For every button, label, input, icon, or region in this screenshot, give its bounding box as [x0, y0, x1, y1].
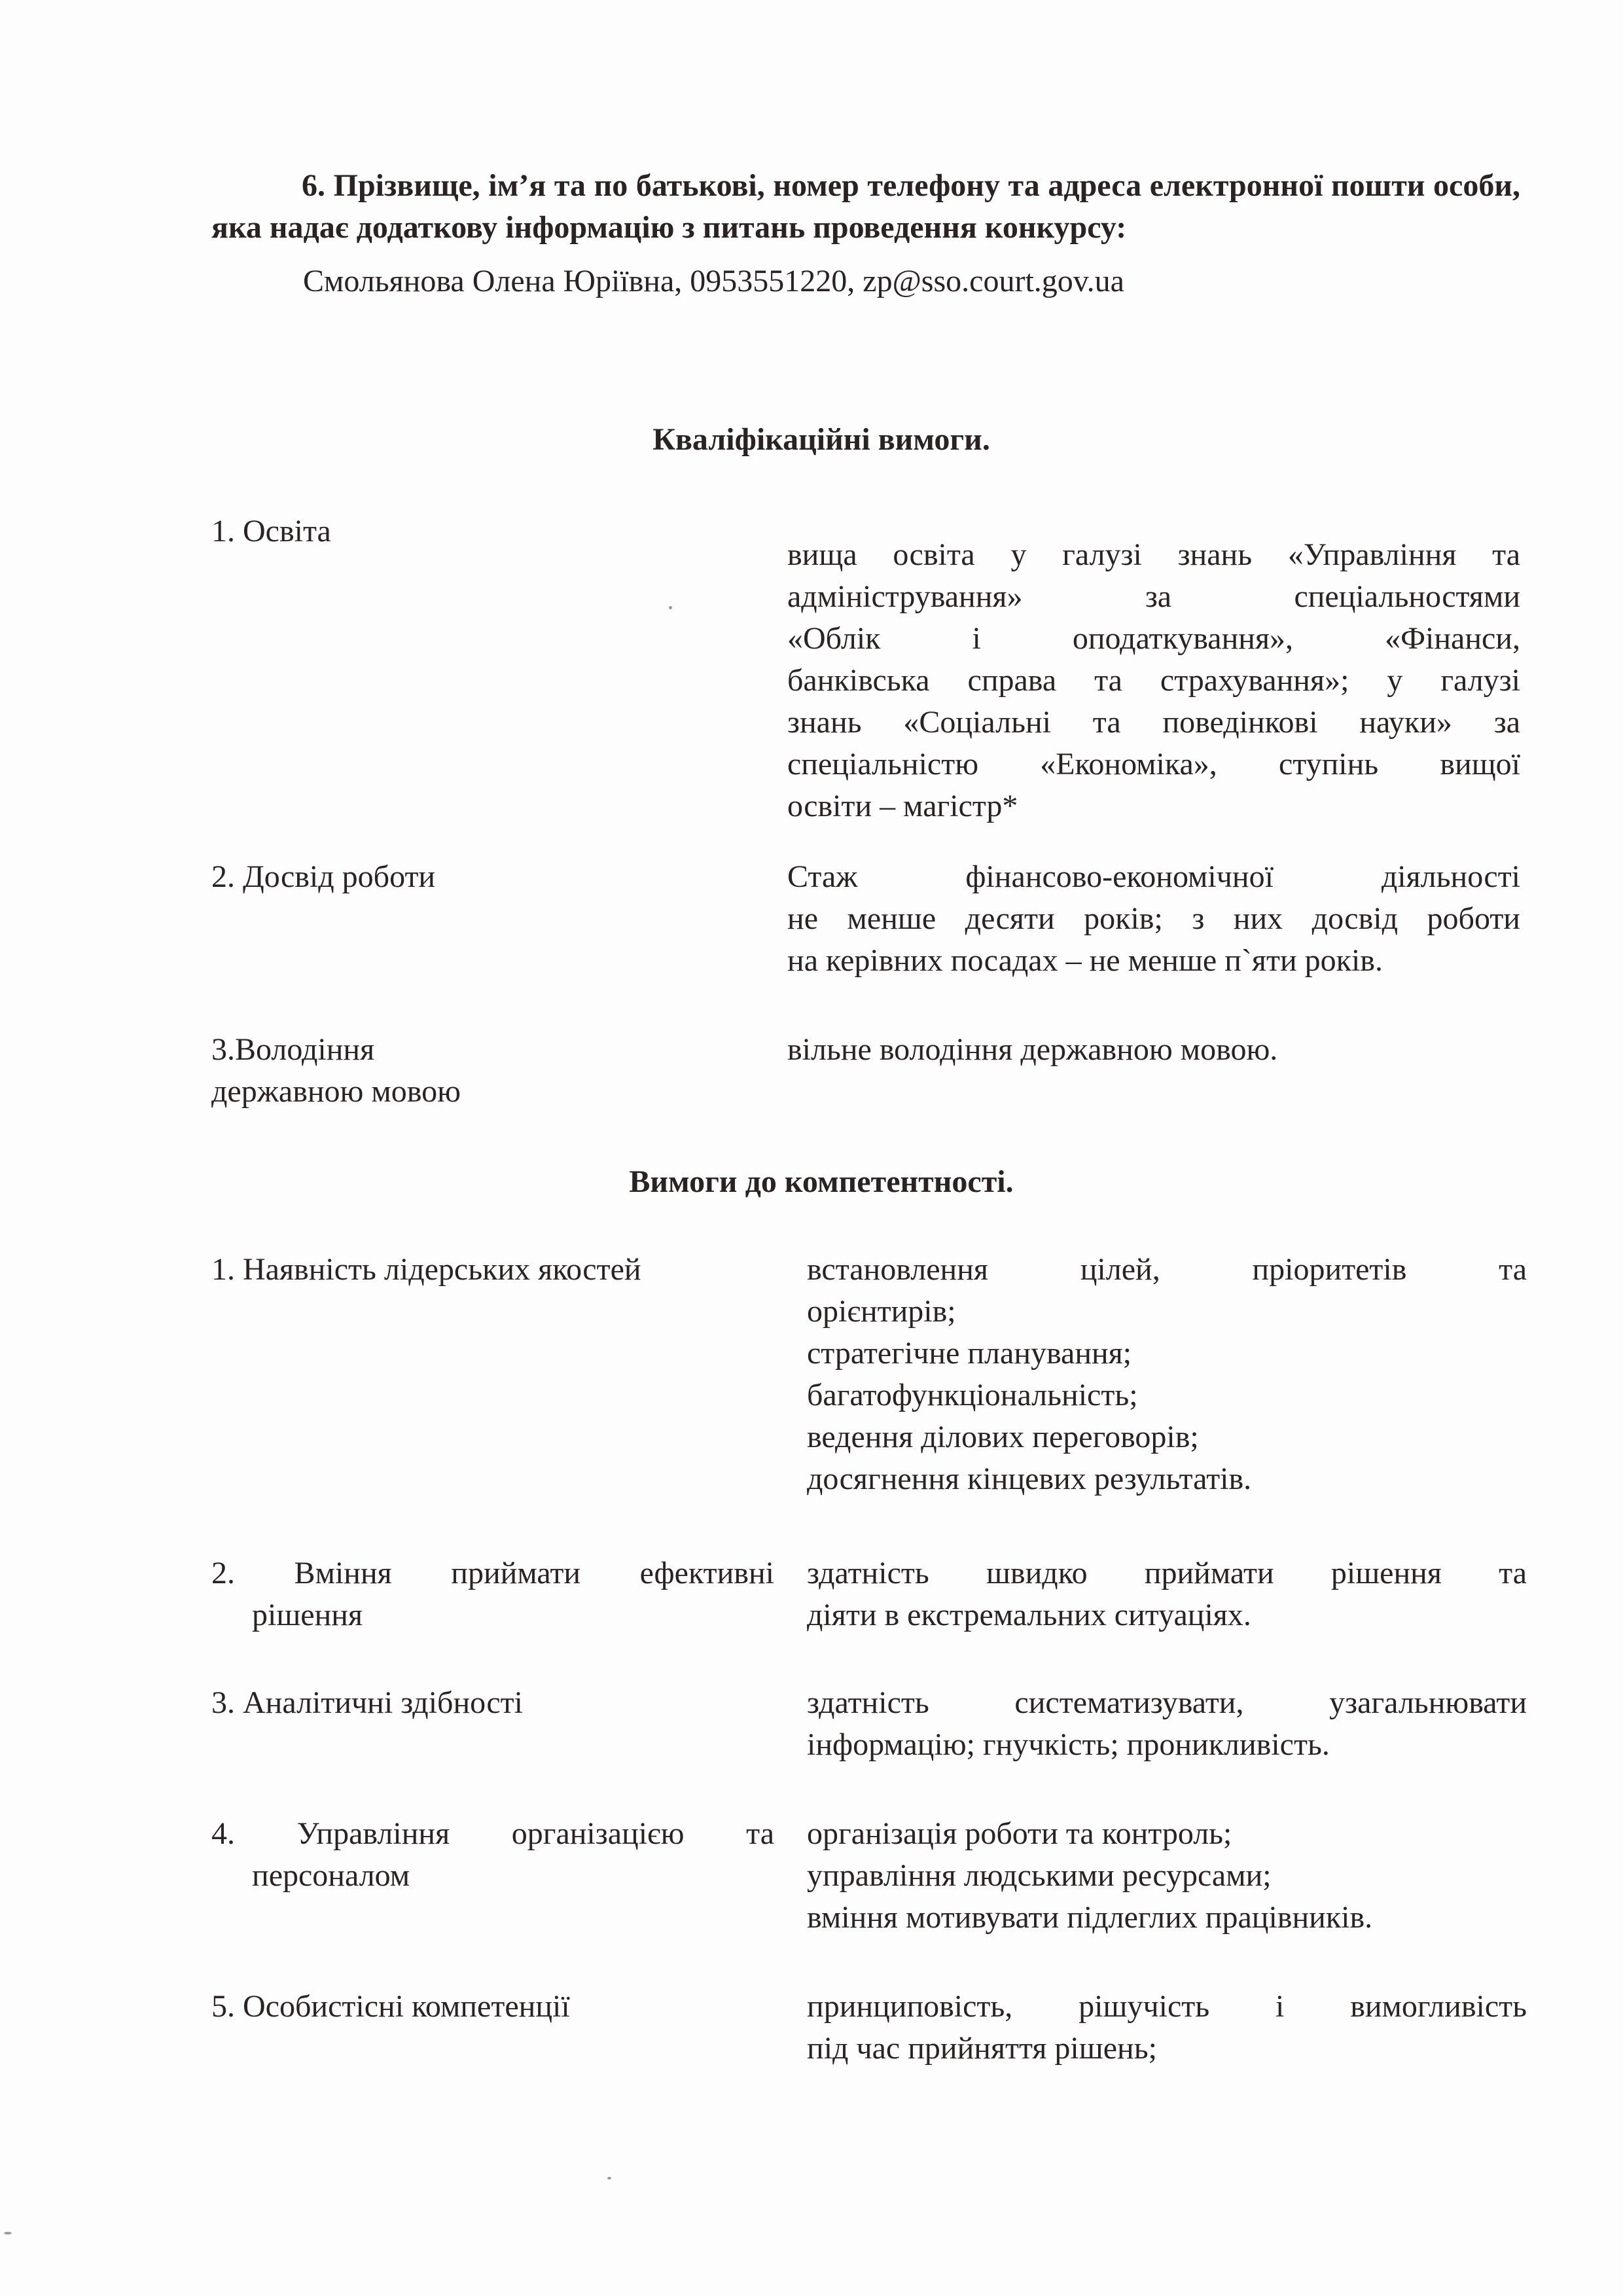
value-line: не менше десяти років; з них досвід роботи — [787, 901, 1520, 936]
competence-value — [807, 1986, 1527, 2070]
scan-speck — [607, 2177, 611, 2179]
value-line: на керівних посадах – не менше п`яти років. — [787, 943, 1383, 978]
value-line: освіти – магістр* — [787, 789, 1018, 823]
scan-speck — [4, 2232, 12, 2234]
value-line: здатність швидко приймати рішення та — [807, 1556, 1527, 1590]
competence-value — [807, 1682, 1527, 1766]
value-line: вміння мотивувати підлеглих працівників. — [807, 1900, 1373, 1935]
qualification-label — [211, 1029, 774, 1113]
value-line: адміністрування» за спеціальностями — [787, 579, 1520, 614]
contact-section — [211, 165, 1520, 302]
label-line: 1. Наявність лідерських якостей — [211, 1252, 641, 1287]
value-line: «Облік і оподаткування», «Фінанси, — [787, 621, 1520, 656]
competence-label — [211, 1682, 774, 1724]
value-line: Стаж фінансово-економічної діяльності — [787, 859, 1520, 894]
value-line: принциповість, рішучість і вимогливість — [807, 1989, 1527, 2024]
value-line: багатофункціональність; — [807, 1378, 1138, 1412]
value-line: діяти в екстремальних ситуаціях. — [807, 1598, 1251, 1632]
competence-title: Вимоги до компетентності. — [629, 1164, 1014, 1199]
value-line: здатність систематизувати, узагальнювати — [807, 1685, 1527, 1720]
label-line: 5. Особистісні компетенції — [211, 1989, 570, 2024]
competence-value — [807, 1813, 1527, 1939]
value-line: управління людськими ресурсами; — [807, 1858, 1272, 1893]
label-line: персоналом — [252, 1858, 410, 1893]
qualification-label: 2. Досвід роботи — [211, 859, 436, 894]
competence-label — [211, 1813, 774, 1897]
label-line: 3. Аналітичні здібності — [211, 1685, 523, 1720]
value-line: встановлення цілей, пріоритетів та — [807, 1252, 1527, 1287]
value-line: банківська справа та страхування»; у галузі — [787, 663, 1520, 698]
label-line: 4. Управління організацією та — [211, 1816, 774, 1851]
competence-label — [211, 1986, 774, 2028]
qualification-value — [787, 534, 1520, 827]
value-line: досягнення кінцевих результатів. — [807, 1462, 1252, 1496]
label-line: 2. Вміння приймати ефективні — [211, 1556, 774, 1590]
label-line: рішення — [252, 1598, 363, 1632]
value-line: організація роботи та контроль; — [807, 1816, 1232, 1851]
label-line: 3.Володіння — [211, 1032, 375, 1067]
qualification-title: Кваліфікаційні вимоги. — [652, 422, 990, 457]
competence-value — [807, 1552, 1527, 1636]
scan-speck — [669, 606, 672, 609]
value-line: стратегічне планування; — [807, 1336, 1132, 1371]
value-line: вища освіта у галузі знань «Управління та — [787, 537, 1520, 572]
value-line: знань «Соціальні та поведінкові науки» за — [787, 705, 1520, 740]
qualification-value — [787, 856, 1520, 982]
value-line: інформацію; гнучкість; проникливість. — [807, 1727, 1330, 1762]
label-line: державною мовою — [211, 1074, 461, 1109]
contact-person: Смольянова Олена Юріївна, 0953551220, zp@sso.court.gov.ua — [303, 264, 1124, 298]
competence-value — [807, 1249, 1527, 1500]
value-line: під час прийняття рішень; — [807, 2031, 1157, 2066]
contact-heading: 6. Прізвище, ім’я та по батькові, номер телефону та адреса електронної пошти особи, яка надає додаткову інформацію з питань проведення конкурсу: — [211, 168, 1520, 245]
qualification-label: 1. Освіта — [211, 514, 331, 548]
competence-label — [211, 1249, 774, 1291]
value-line: спеціальністю «Економіка», ступінь вищої — [787, 747, 1520, 781]
value-line: ведення ділових переговорів; — [807, 1420, 1199, 1454]
value-line: орієнтирів; — [807, 1294, 956, 1329]
qualification-value — [787, 1029, 1520, 1071]
value-line: вільне володіння державною мовою. — [787, 1032, 1278, 1067]
competence-label — [211, 1552, 774, 1636]
